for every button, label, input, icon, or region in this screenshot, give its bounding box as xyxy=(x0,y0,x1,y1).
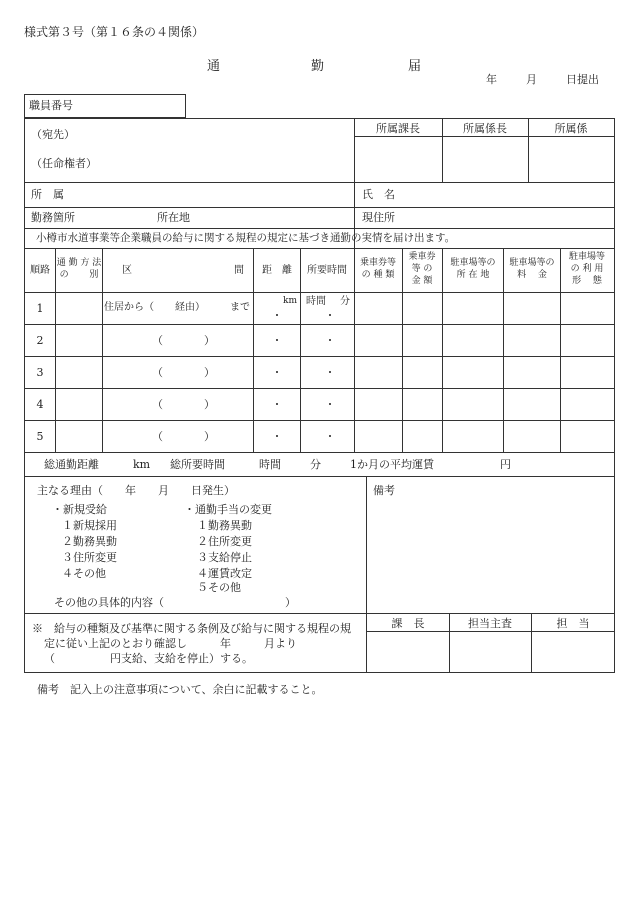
confirmation-note-1: ※ 給与の種類及び基準に関する条例及び給与に関する規程の規 xyxy=(32,622,351,635)
allowance-change-item[interactable]: ５その他 xyxy=(197,581,241,594)
paren-open: （ xyxy=(152,398,163,411)
paren-close: ） xyxy=(204,430,215,443)
affiliation-label: 所 属 xyxy=(31,188,64,201)
name-label: 氏 名 xyxy=(362,188,395,201)
allowance-change-item[interactable]: ２住所変更 xyxy=(197,535,252,548)
paren-open: （ xyxy=(152,334,163,347)
paren-open: （ xyxy=(152,430,163,443)
distance-dot: ・ xyxy=(271,334,283,347)
monthly-fare-label: 1か月の平均運賃 xyxy=(350,458,434,471)
time-dot: ・ xyxy=(324,430,336,443)
title-char-3: 届 xyxy=(408,59,422,74)
residence-field[interactable] xyxy=(410,209,610,227)
route-hour-unit: 時間 xyxy=(306,296,326,307)
distance-dot: ・ xyxy=(271,366,283,379)
form-number: 様式第３号（第１６条の４関係） xyxy=(24,25,205,39)
check-stamp-2[interactable] xyxy=(451,633,530,671)
route-number: 5 xyxy=(36,430,44,443)
col-time: 所要時間 xyxy=(307,265,347,276)
distance-dot: ・ xyxy=(271,398,283,411)
route-km-unit: km xyxy=(283,296,297,306)
route-via-label: 経由） xyxy=(175,302,205,313)
footer-note: 備考 記入上の注意事項について、余白に記載すること。 xyxy=(37,683,323,696)
new-benefit-item[interactable]: ４その他 xyxy=(62,567,106,580)
check-stamp-3[interactable] xyxy=(533,633,613,671)
residence-label: 現住所 xyxy=(362,211,395,224)
col-parking-use-2: の 利 用 xyxy=(570,264,604,274)
affiliation-field[interactable] xyxy=(80,184,350,206)
new-benefit-item[interactable]: ２勤務異動 xyxy=(62,535,117,548)
check-role-senior: 担当主査 xyxy=(468,617,512,630)
workplace-location-label: 所在地 xyxy=(157,211,190,224)
date-year: 年 xyxy=(486,73,497,86)
time-dot: ・ xyxy=(324,309,336,322)
col-method-1: 通 勤 方 法 xyxy=(56,258,102,268)
col-parking-use-3: 形 態 xyxy=(572,276,602,286)
allowance-change-item[interactable]: ４運賃改定 xyxy=(197,567,252,580)
new-benefit-heading: ・新規受給 xyxy=(52,503,107,516)
route-from-label: 住居から（ xyxy=(104,302,154,313)
col-parking-location-2: 所 在 地 xyxy=(456,270,490,280)
col-parking-fee-2: 料 金 xyxy=(517,270,547,280)
col-distance: 距 離 xyxy=(262,265,292,276)
time-dot: ・ xyxy=(324,366,336,379)
total-minutes-unit: 分 xyxy=(310,458,321,471)
approver-stamp-2[interactable] xyxy=(444,138,526,180)
col-method-2: の 別 xyxy=(59,270,99,280)
check-role-chief: 課 長 xyxy=(391,617,425,630)
route-number: 3 xyxy=(36,366,44,379)
route-number: 4 xyxy=(36,398,44,411)
total-km-unit: km xyxy=(133,458,151,471)
reason-title: 主なる理由（ 年 月 日発生） xyxy=(37,484,235,497)
confirmation-note-2: 定に従い上記のとおり確認し 年 月より xyxy=(44,637,297,650)
distance-dot: ・ xyxy=(271,309,283,322)
total-time-label: 総所要時間 xyxy=(170,458,225,471)
title-char-1: 通 xyxy=(207,59,221,74)
remarks-field[interactable] xyxy=(368,500,612,610)
total-distance-label: 総通勤距離 xyxy=(44,458,99,471)
col-section-1: 区 xyxy=(122,265,132,276)
col-parking-location-1: 駐車場等の xyxy=(450,258,496,268)
confirmation-note-3: （ 円支給、支給を停止）する。 xyxy=(44,652,253,665)
allowance-change-item[interactable]: ３支給停止 xyxy=(197,551,252,564)
col-section-2: 間 xyxy=(234,265,244,276)
distance-dot: ・ xyxy=(271,430,283,443)
approver-subsection-chief: 所属係長 xyxy=(463,122,507,135)
date-submit: 日提出 xyxy=(566,73,599,86)
title-char-2: 勤 xyxy=(311,59,325,74)
col-ticket-type-2: の 種 類 xyxy=(361,270,395,280)
new-benefit-item[interactable]: １新規採用 xyxy=(62,519,117,532)
yen-unit: 円 xyxy=(500,458,511,471)
approver-stamp-3[interactable] xyxy=(530,138,612,180)
route-number: 1 xyxy=(36,302,44,315)
new-benefit-item[interactable]: ３住所変更 xyxy=(62,551,117,564)
approver-stamp-1[interactable] xyxy=(356,138,440,180)
other-detail-label: その他の具体的内容（ ） xyxy=(54,596,296,609)
paren-open: （ xyxy=(152,366,163,379)
paren-close: ） xyxy=(204,398,215,411)
staff-number-label: 職員番号 xyxy=(29,99,73,112)
remarks-label: 備考 xyxy=(373,484,395,497)
time-dot: ・ xyxy=(324,334,336,347)
col-route: 順路 xyxy=(30,265,50,276)
check-role-staff: 担 当 xyxy=(556,617,590,630)
allowance-change-heading: ・通勤手当の変更 xyxy=(184,503,272,516)
statement-text: 小樽市水道事業等企業職員の給与に関する規程の規定に基づき通勤の実情を届け出ます。 xyxy=(36,232,456,244)
total-hours-unit: 時間 xyxy=(259,458,281,471)
approver-section-chief: 所属課長 xyxy=(376,122,420,135)
col-ticket-amount-3: 金 額 xyxy=(411,276,433,286)
name-field[interactable] xyxy=(410,184,610,206)
addressee-appointer: （任命権者） xyxy=(31,157,97,170)
paren-close: ） xyxy=(204,366,215,379)
allowance-change-item[interactable]: １勤務異動 xyxy=(197,519,252,532)
approver-staff: 所属係 xyxy=(554,122,588,135)
col-ticket-amount-1: 乗車券 xyxy=(408,252,436,262)
check-stamp-1[interactable] xyxy=(368,633,448,671)
route-minute-unit: 分 xyxy=(340,296,350,307)
route-number: 2 xyxy=(36,334,44,347)
col-ticket-type-1: 乗車券等 xyxy=(359,258,397,268)
paren-close: ） xyxy=(204,334,215,347)
time-dot: ・ xyxy=(324,398,336,411)
col-ticket-amount-2: 等 の xyxy=(411,264,433,274)
workplace-label: 勤務箇所 xyxy=(31,211,75,224)
date-month: 月 xyxy=(526,73,537,86)
addressee-to: （宛先） xyxy=(31,128,75,141)
col-parking-use-1: 駐車場等 xyxy=(568,252,606,262)
route-to-label: まで xyxy=(230,302,250,313)
col-parking-fee-1: 駐車場等の xyxy=(509,258,555,268)
